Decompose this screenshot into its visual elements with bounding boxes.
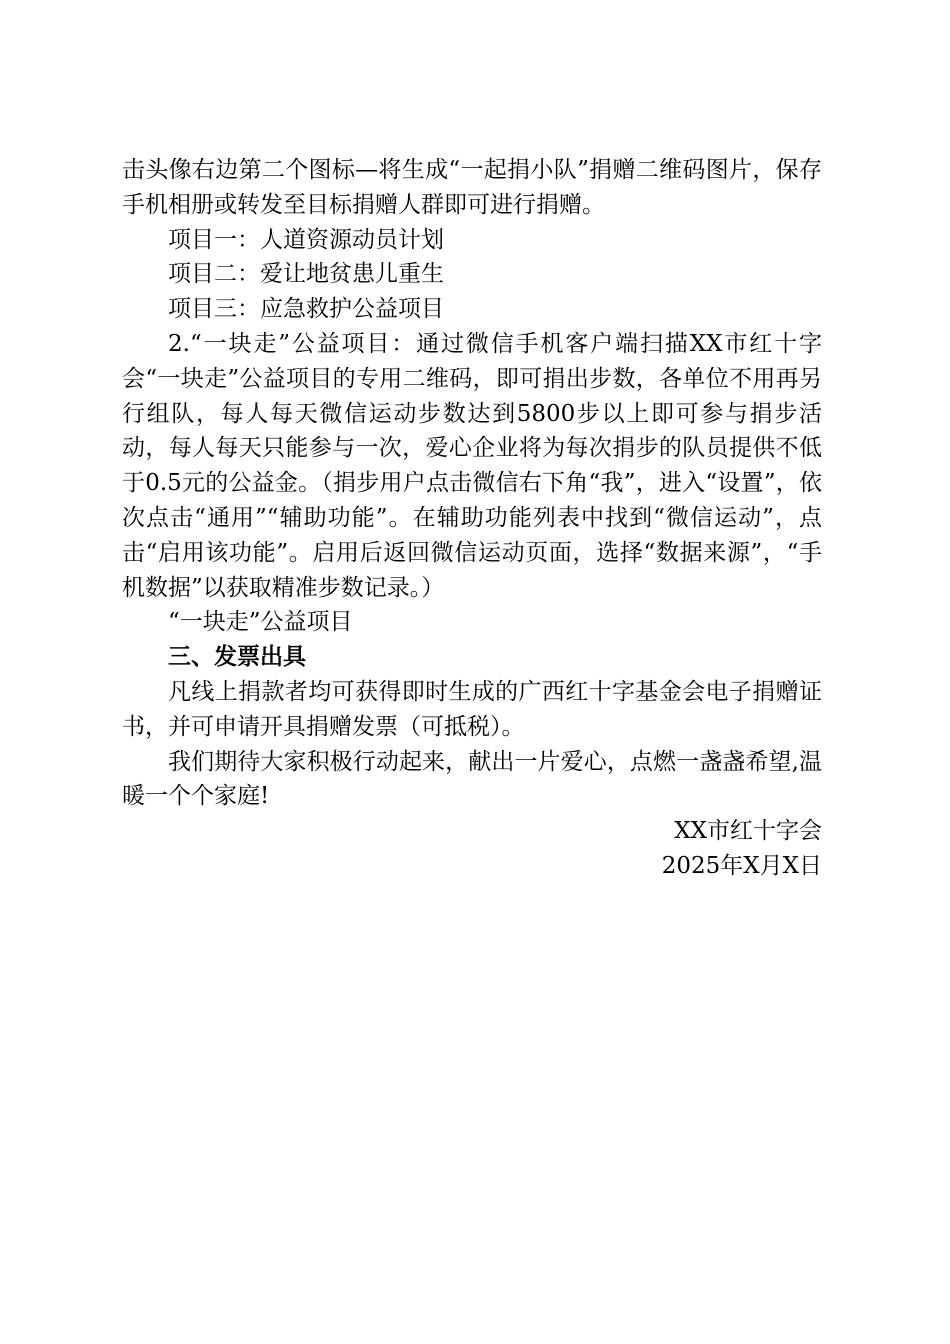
document-body bbox=[122, 153, 822, 884]
signature-organization: XX市红十字会 bbox=[674, 818, 822, 845]
project-item-3: 项目三：应急救护公益项目 bbox=[168, 296, 444, 323]
project-item-2: 项目二：爱让地贫患儿重生 bbox=[168, 261, 444, 288]
paragraph-continuation: 击头像右边第二个图标—将生成“一起捐小队”捐赠二维码图片，保存手机相册或转发至目标捐赠人群即可进行捐赠。 bbox=[122, 157, 822, 218]
section-heading-invoice: 三、发票出具 bbox=[168, 643, 306, 671]
paragraph-walk-project: 2.“一块走”公益项目：通过微信手机客户端扫描XX市红十字会“一块走”公益项目的专用二维码，即可捐出步数，各单位不用再另行组队，每人每天微信运动步数达到5800步以上即可参与捐步活动，每人每天只能参与一次，爱心企业将为每次捐步的队员提供不低于0.5元的公益金。（捐步用户点击微信右下角“我”，进入“设置”，依次点击“通用”“辅助功能”。在辅助功能列表中找到“微信运动”，点击“启用该功能”。启用后返回微信运动页面，选择“数据来源”，“手机数据”以获取精准步数记录。） bbox=[122, 330, 822, 601]
signature-date: 2025年X月X日 bbox=[661, 852, 822, 879]
project-item-1: 项目一：人道资源动员计划 bbox=[168, 226, 444, 253]
paragraph-invoice: 凡线上捐款者均可获得即时生成的广西红十字基金会电子捐赠证书，并可申请开具捐赠发票（可抵税）。 bbox=[122, 678, 822, 740]
paragraph-closing: 我们期待大家积极行动起来，献出一片爱心，点燃一盏盏希望,温暖一个个家庭! bbox=[122, 748, 822, 810]
walk-project-label: “一块走”公益项目 bbox=[168, 609, 353, 636]
